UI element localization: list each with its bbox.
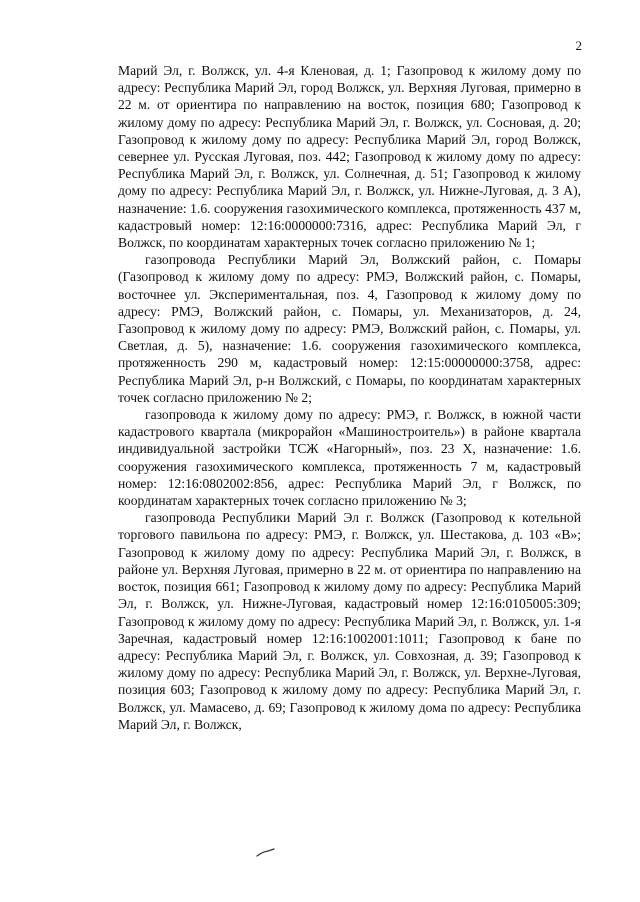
page-number: 2 bbox=[575, 38, 582, 53]
paragraph-4: газопровода Республики Марий Эл г. Волжск (Газопровод к котельной торгового павильона по адресу: РМЭ, г. Волжск, ул. Шестакова, д. 103 «В»; Газопровод к жилому дому по адресу: Республика Марий Эл, г. Волжск, в районе ул. Верхняя Луговая, примерно в 22 м. от ориентира по направлению на восток, позиция 661; Газопровод к жилому дому по адресу: Республика Марий Эл, г. Волжск, ул. Нижне-Луговая, кадастровый номер 12:16:0105005:309; Газопровод к жилому дому по адресу: Республика Марий Эл, г. Волжск, ул. 1-я Заречная, кадастровый номер 12:16:1002001:1011; Газопровод к бане по адресу: Республика Марий Эл, г. Волжск, ул. Совхозная, д. 39; Газопровод к жилому дому по адресу: Республика Марий Эл, г. Волжск, ул. Верхне-Луговая, позиция 603; Газопровод к жилому дому по адресу: Республика Марий Эл, г. Волжск, ул. Мамасево, д. 69; Газопровод к жилому дома по адресу: Республика Марий Эл, г. Волжск, bbox=[118, 510, 581, 732]
pen-mark-icon bbox=[256, 848, 276, 858]
document-body bbox=[118, 62, 581, 733]
paragraph-1: Марий Эл, г. Волжск, ул. 4-я Кленовая, д. 1; Газопровод к жилому дому по адресу: Республика Марий Эл, город Волжск, ул. Верхняя Луговая, примерно в 22 м. от ориентира по направлению на восток, позиция 680; Газопровод к жилому дому по адресу: Республика Марий Эл, г. Волжск, ул. Сосновая, д. 20; Газопровод к жилому дому по адресу: Республика Марий Эл, город Волжск, севернее ул. Русская Луговая, поз. 442; Газопровод к жилому дому по адресу: Республика Марий Эл, г. Волжск, ул. Солнечная, д. 51; Газопровод к жилому дому по адресу: Республика Марий Эл, г. Волжск, ул. Нижне-Луговая, д. 3 А), назначение: 1.6. сооружения газохимического комплекса, протяженность 437 м, кадастровый номер: 12:16:0000000:7316, адрес: Республика Марий Эл, г Волжск, по координатам характерных точек согласно приложению № 1; bbox=[118, 63, 581, 251]
paragraph-2: газопровода Республики Марий Эл, Волжский район, с. Помары (Газопровод к жилому дому по адресу: РМЭ, Волжский район, с. Помары, восточнее ул. Экспериментальная, поз. 4, Газопровод к жилому дому по адресу: РМЭ, Волжский район, с. Помары, ул. Механизаторов, д. 24, Газопровод к жилому дому по адресу: РМЭ, Волжский район, с. Помары, ул. Светлая, д. 5), назначение: 1.6. сооружения газохимического комплекса, протяженность 290 м, кадастровый номер: 12:15:00000000:3758, адрес: Республика Марий Эл, р-н Волжский, с Помары, по координатам характерных точек согласно приложению № 2; bbox=[118, 252, 581, 405]
paragraph-3: газопровода к жилому дому по адресу: РМЭ, г. Волжск, в южной части кадастрового квартала (микрорайон «Машиностроитель») в районе квартала индивидуальной застройки ТСЖ «Нагорный», поз. 23 Х, назначение: 1.6. сооружения газохимического комплекса, протяженность 7 м, кадастровый номер: 12:16:0802002:856, адрес: Республика Марий Эл, г Волжск, по координатам характерных точек согласно приложению № 3; bbox=[118, 407, 581, 509]
